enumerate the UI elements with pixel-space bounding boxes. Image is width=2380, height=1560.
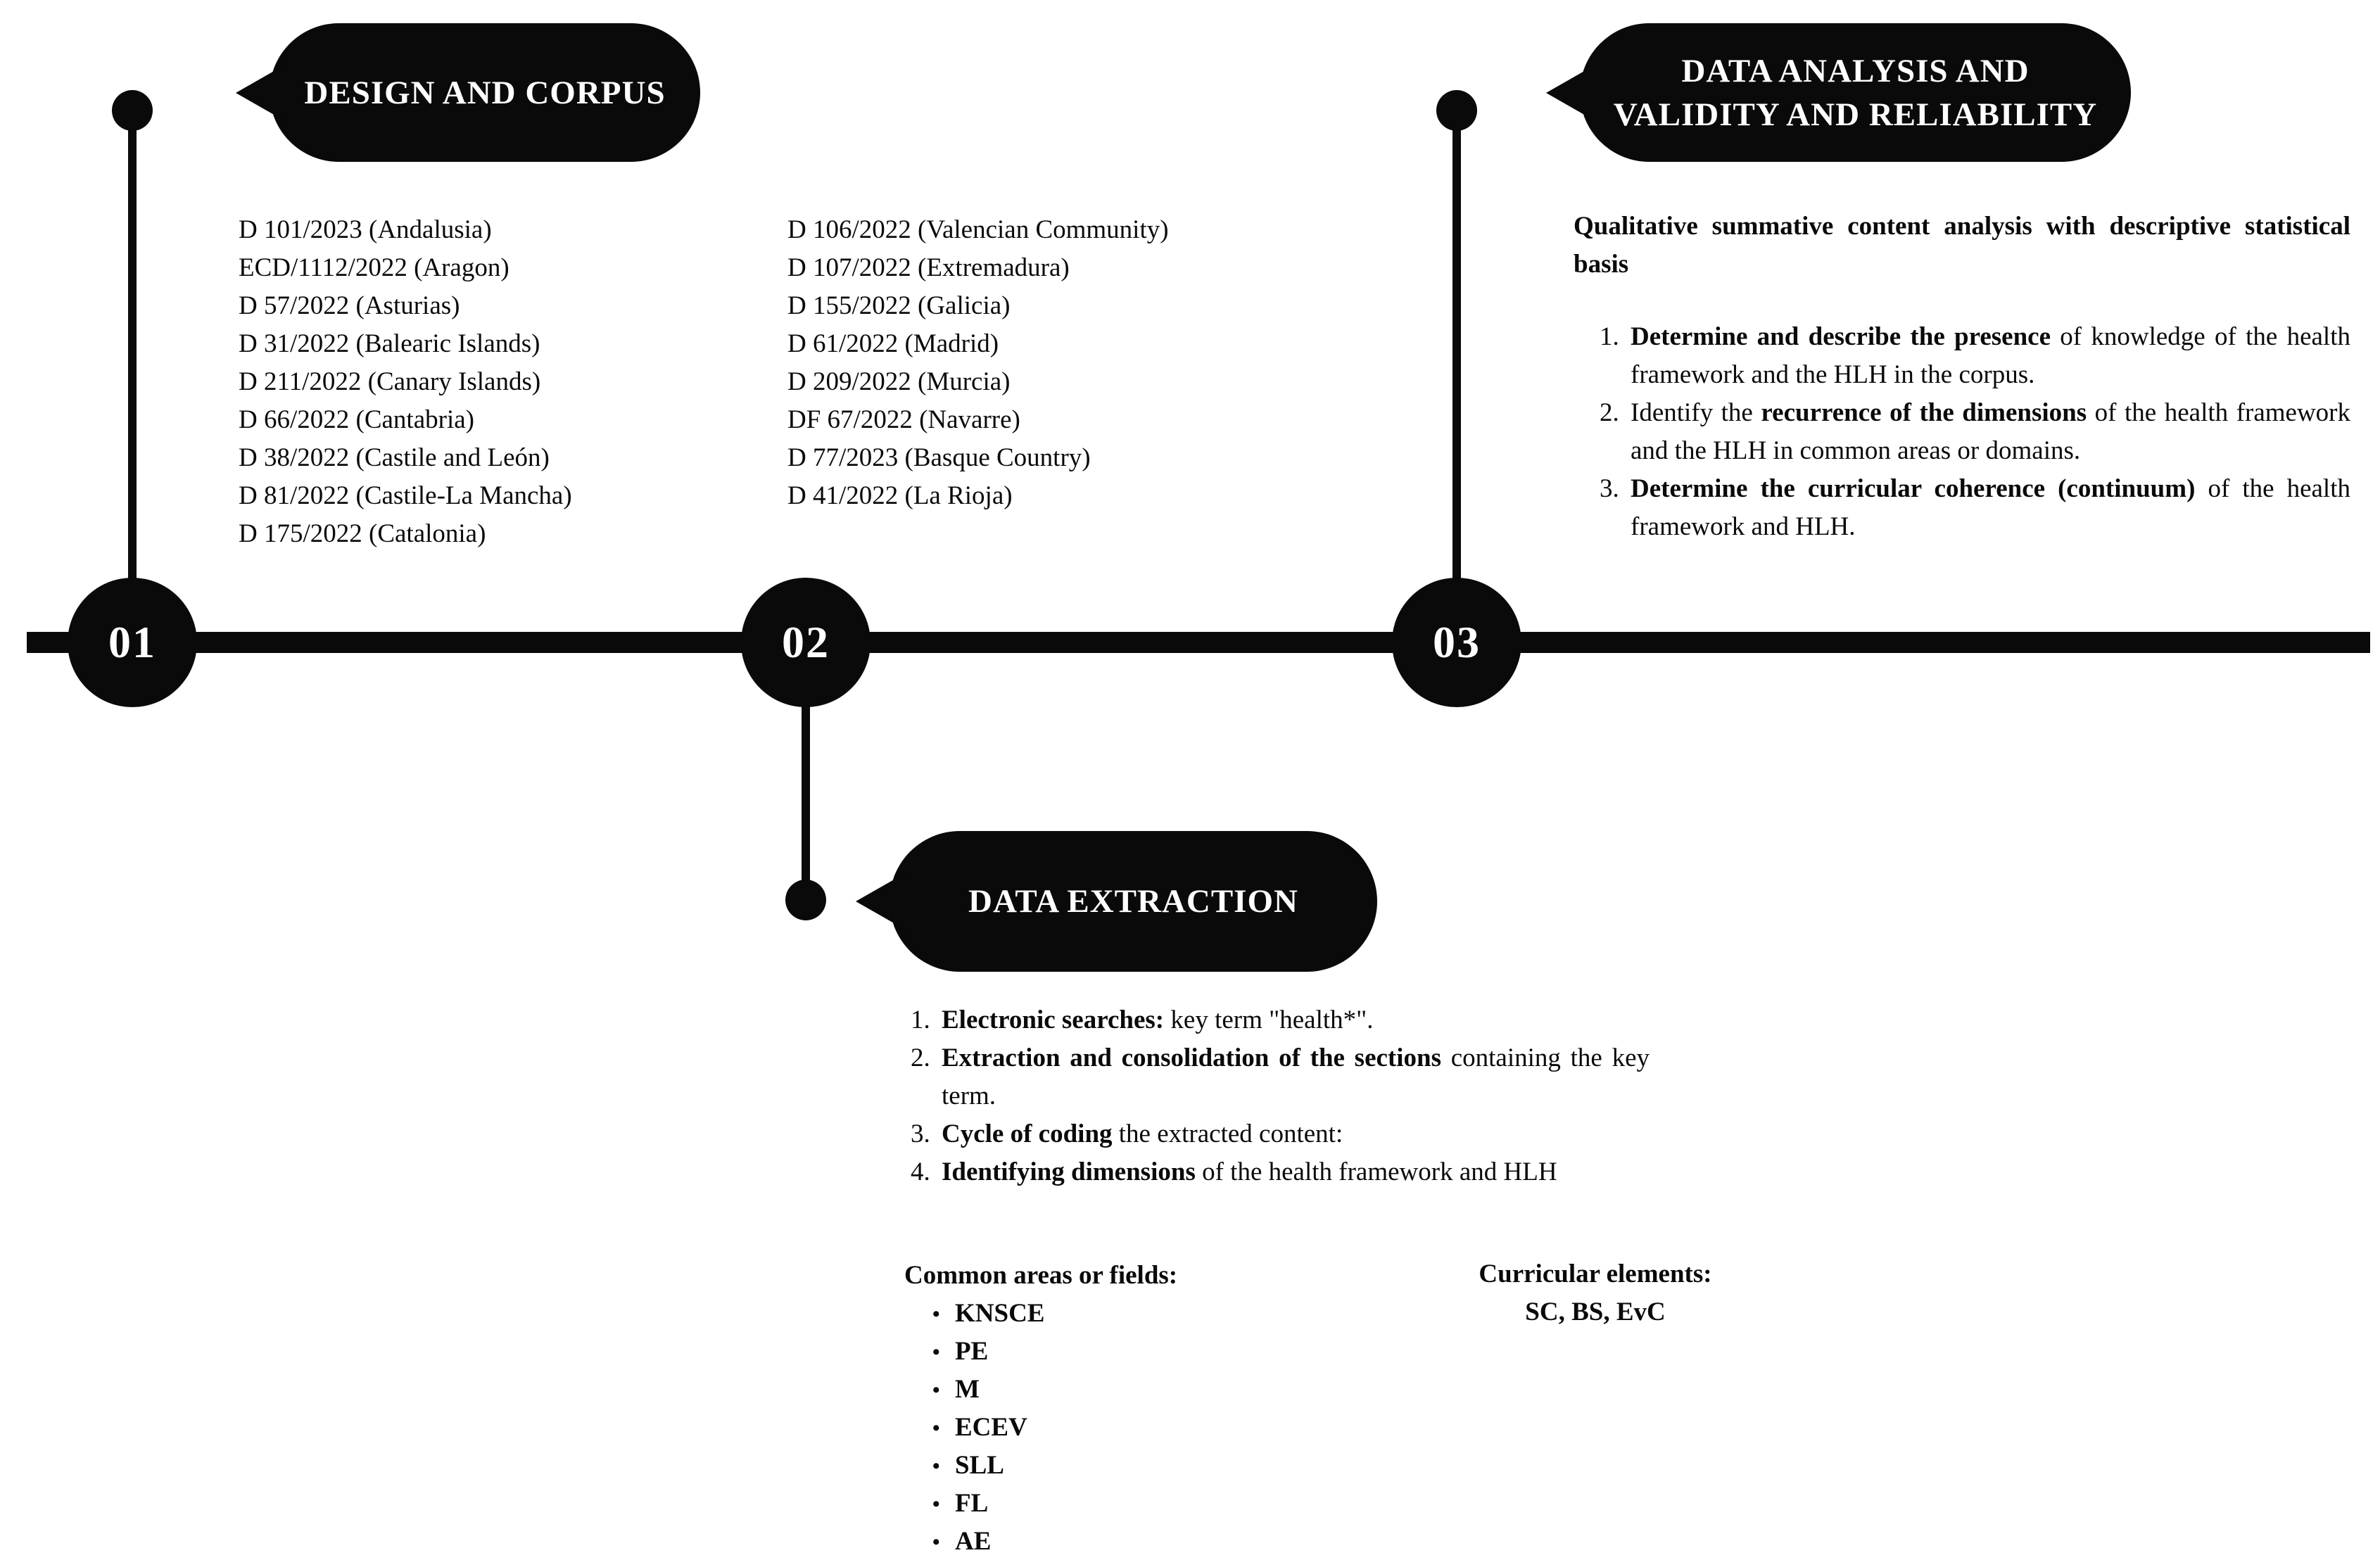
decree-item: D 38/2022 (Castile and León) xyxy=(239,443,550,472)
item-number: 3. xyxy=(1600,474,1619,503)
common-area-item: • M xyxy=(932,1371,1177,1409)
item-number: 4. xyxy=(911,1158,930,1186)
item-text: Determine and describe the presence of knowledge of the health framework and the HLH in the corpus. xyxy=(1631,322,2350,389)
common-area-item: • AE xyxy=(932,1523,1177,1560)
item-text: Electronic searches: key term "health*". xyxy=(942,1006,1374,1034)
phase-3-title-bubble xyxy=(1580,23,2131,162)
phase-1-number: 01 xyxy=(108,617,156,667)
item-text: Extraction and consolidation of the sections containing the key term. xyxy=(942,1044,1650,1110)
common-area-item: • ECEV xyxy=(932,1409,1177,1447)
phase-3-number: 03 xyxy=(1433,617,1481,667)
extraction-steps-list xyxy=(911,1001,1650,1191)
phase-1-connector-line xyxy=(128,110,137,642)
decree-item: D 106/2022 (Valencian Community) xyxy=(787,215,1169,244)
decree-item: D 155/2022 (Galicia) xyxy=(787,291,1011,320)
decree-item: D 81/2022 (Castile-La Mancha) xyxy=(239,481,572,510)
decree-item: D 175/2022 (Catalonia) xyxy=(239,519,486,548)
item-number: 1. xyxy=(911,1006,930,1034)
analysis-intro: Qualitative summative content analysis with descriptive statistical basis xyxy=(1574,212,2350,279)
item-text: Identify the recurrence of the dimensions of the health framework and the HLH in common areas or domains. xyxy=(1631,398,2350,465)
phase-3-title-line-1: DATA ANALYSIS AND xyxy=(1681,52,2030,89)
decree-item: D 41/2022 (La Rioja) xyxy=(787,481,1013,510)
timeline-bar xyxy=(27,632,2370,653)
phase-2-number: 02 xyxy=(782,617,830,667)
phase-3-node xyxy=(1392,578,1521,707)
list-item xyxy=(911,1001,1650,1039)
phase-3-connector-line xyxy=(1452,110,1461,642)
list-item xyxy=(1600,470,2350,546)
item-text: Cycle of coding the extracted content: xyxy=(942,1120,1343,1148)
curricular-elements-block xyxy=(1462,1255,1729,1331)
item-text: Identifying dimensions of the health framework and HLH xyxy=(942,1158,1557,1186)
decree-item: D 107/2022 (Extremadura) xyxy=(787,253,1070,282)
phase-1-title: DESIGN AND CORPUS xyxy=(304,74,666,111)
common-area-item: • FL xyxy=(932,1485,1177,1523)
decree-item: D 31/2022 (Balearic Islands) xyxy=(239,329,540,358)
decree-item: D 77/2023 (Basque Country) xyxy=(787,443,1091,472)
item-text: Determine the curricular coherence (continuum) of the health framework and HLH. xyxy=(1631,474,2350,541)
decree-item: ECD/1112/2022 (Aragon) xyxy=(239,253,509,282)
decree-item: D 101/2023 (Andalusia) xyxy=(239,215,492,244)
curricular-elements-heading: Curricular elements: xyxy=(1479,1260,1712,1288)
decree-item: D 209/2022 (Murcia) xyxy=(787,367,1011,396)
phase-2-node xyxy=(741,578,871,707)
analysis-steps-list xyxy=(1600,318,2350,546)
phase-1-node xyxy=(68,578,197,707)
list-item xyxy=(911,1115,1650,1153)
common-area-item: • PE xyxy=(932,1333,1177,1371)
phase-2-dot xyxy=(785,880,826,920)
list-item xyxy=(1600,394,2350,470)
common-area-item: • KNSCE xyxy=(932,1295,1177,1333)
common-areas-block xyxy=(904,1257,1177,1560)
decree-item: D 61/2022 (Madrid) xyxy=(787,329,999,358)
phase-1-title-bubble xyxy=(270,23,700,162)
phase-2-title-bubble xyxy=(890,831,1377,972)
decree-item: D 211/2022 (Canary Islands) xyxy=(239,367,541,396)
item-number: 2. xyxy=(1600,398,1619,427)
phase-3-dot xyxy=(1436,90,1477,131)
phase-1-dot xyxy=(112,90,153,131)
item-number: 2. xyxy=(911,1044,930,1072)
decree-item: D 66/2022 (Cantabria) xyxy=(239,405,474,434)
decree-list-column-1 xyxy=(239,211,572,553)
list-item xyxy=(911,1039,1650,1115)
phase-3-title-line-2: VALIDITY AND RELIABILITY xyxy=(1613,96,2098,133)
list-item xyxy=(911,1153,1650,1191)
decree-item: D 57/2022 (Asturias) xyxy=(239,291,460,320)
item-number: 1. xyxy=(1600,322,1619,351)
item-number: 3. xyxy=(911,1120,930,1148)
curricular-elements-value: SC, BS, EvC xyxy=(1525,1298,1666,1326)
decree-list-column-2 xyxy=(787,211,1169,515)
decree-item: DF 67/2022 (Navarre) xyxy=(787,405,1020,434)
common-areas-heading: Common areas or fields: xyxy=(904,1261,1178,1290)
common-areas-list xyxy=(904,1295,1177,1560)
phase-2-title: DATA EXTRACTION xyxy=(968,883,1298,920)
list-item xyxy=(1600,318,2350,394)
common-area-item: • SLL xyxy=(932,1447,1177,1485)
